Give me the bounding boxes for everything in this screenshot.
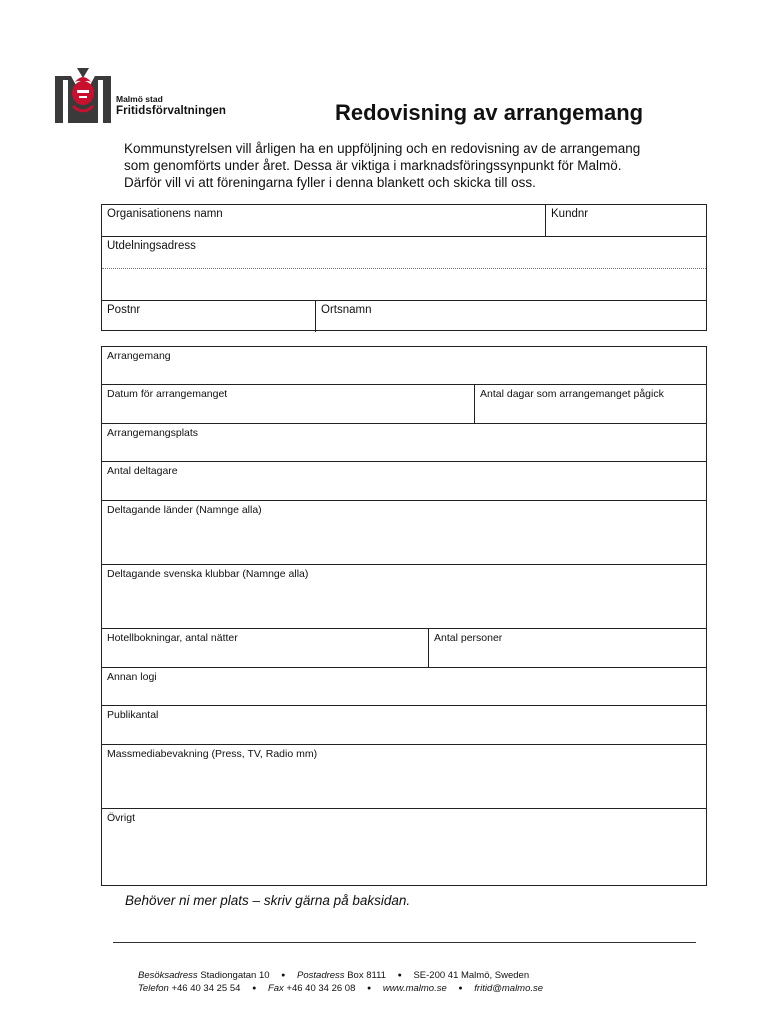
days-field[interactable] [474,385,706,423]
other-label: Övrigt [107,812,136,824]
postcode-label: Postnr [107,304,141,316]
org-name-label: Organisationens namn [107,208,223,220]
fax-value: +46 40 34 26 08 [286,983,356,994]
venue-field[interactable] [102,424,706,462]
event-form [101,346,707,886]
participants-label: Antal deltagare [107,465,178,477]
days-label: Antal dagar som arrangemanget pågick [480,388,664,400]
fax-label: Fax [267,983,284,994]
address-field-line2[interactable] [102,269,706,301]
row-hotel-persons [102,629,706,668]
footer-line1 [138,970,529,981]
persons-field[interactable] [428,629,706,667]
city-field[interactable] [315,301,706,332]
organisation-form [101,204,707,331]
hotel-nights-label: Hotellbokningar, antal nätter [107,632,238,644]
postal-city: SE-200 41 Malmö, Sweden [413,970,530,981]
logo-org-line1: Malmö stad [116,94,163,104]
email-link[interactable]: fritid@malmo.se [474,983,544,994]
customer-no-label: Kundnr [551,208,589,220]
bullet-icon: ● [367,985,372,992]
bullet-icon: ● [281,972,286,979]
more-space-note: Behöver ni mer plats – skriv gärna på baksidan. [125,893,411,908]
audience-field[interactable] [102,706,706,745]
visit-address-label: Besöksadress [138,970,198,981]
date-field[interactable] [102,385,474,423]
intro-line: Därför vill vi att föreningarna fyller i denna blankett och skicka till oss. [124,175,536,190]
media-label: Massmediabevakning (Press, TV, Radio mm) [107,748,318,760]
postal-address-label: Postadress [297,970,345,981]
event-field[interactable] [102,347,706,385]
customer-no-field[interactable] [545,205,706,236]
row-postcode-city [102,301,706,332]
intro-line: som genomförts under året. Dessa är viktiga i marknadsföringssynpunkt för Malmö. [124,158,622,173]
other-field[interactable] [102,809,706,885]
audience-label: Publikantal [107,709,159,721]
countries-field[interactable] [102,501,706,565]
row-date-days [102,385,706,424]
org-name-field[interactable] [102,205,545,236]
intro-text [124,140,684,191]
bullet-icon: ● [458,985,463,992]
website-link[interactable]: www.malmo.se [382,983,447,994]
phone-label: Telefon [138,983,169,994]
address-field[interactable] [102,237,706,269]
footer-divider [113,942,696,943]
visit-address-value: Stadiongatan 10 [200,970,270,981]
postal-address-value: Box 8111 [347,970,386,981]
venue-label: Arrangemangsplats [107,427,199,439]
row-org-name [102,205,706,237]
event-label: Arrangemang [107,350,171,362]
media-field[interactable] [102,745,706,809]
date-label: Datum för arrangemanget [107,388,228,400]
bullet-icon: ● [397,972,402,979]
clubs-field[interactable] [102,565,706,629]
phone-value: +46 40 34 25 54 [171,983,241,994]
intro-line: Kommunstyrelsen vill årligen ha en uppföljning och en redovisning av de arrangemang [124,141,641,156]
participants-field[interactable] [102,462,706,501]
clubs-label: Deltagande svenska klubbar (Namnge alla) [107,568,309,580]
city-label: Ortsnamn [321,304,372,316]
hotel-nights-field[interactable] [102,629,428,667]
footer-line2 [138,983,543,994]
page-title: Redovisning av arrangemang [335,100,644,125]
address-label: Utdelningsadress [107,240,196,252]
other-lodging-field[interactable] [102,668,706,706]
bullet-icon: ● [252,985,257,992]
logo-org-line2: Fritidsförvaltningen [116,105,226,117]
countries-label: Deltagande länder (Namnge alla) [107,504,262,516]
postcode-field[interactable] [102,301,315,332]
persons-label: Antal personer [434,632,503,644]
other-lodging-label: Annan logi [107,671,157,683]
